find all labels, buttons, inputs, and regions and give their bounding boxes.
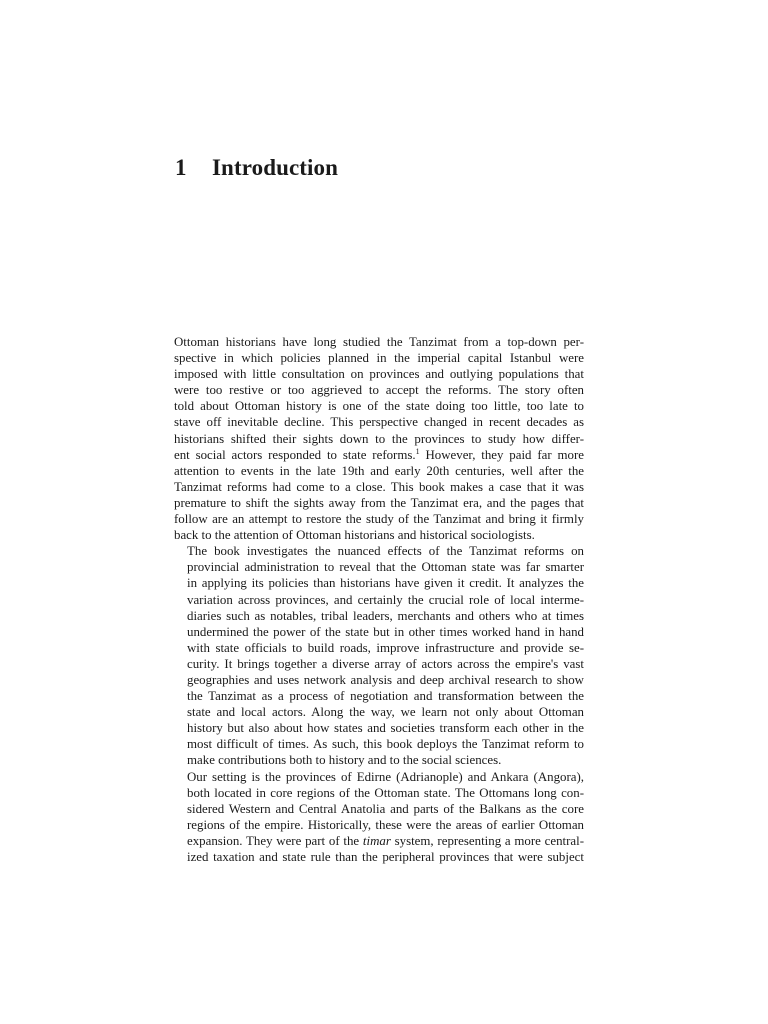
text-line: with state officials to build roads, improve infrastructure and provide se- [187,640,584,655]
text-line: imposed with little consultation on provinces and outlying populations that [174,367,584,382]
text-line: back to the attention of Ottoman historians and historical sociologists. [174,528,535,543]
text-line: spective in which policies planned in the imperial capital Istanbul were [174,351,584,366]
text-line: historians shifted their sights down to the provinces to study how differ- [174,431,584,446]
text-line: sidered Western and Central Anatolia and parts of the Balkans as the core [187,801,584,816]
text-line-with-italic [174,833,584,849]
text-segment: However, they paid far more [419,447,584,462]
text-line: stave off inevitable decline. This perspective changed in recent decades as [174,415,584,430]
text-line: The book investigates the nuanced effects of the Tanzimat reforms on [187,544,584,559]
chapter-heading [175,152,338,184]
text-line-with-footnote [174,447,584,463]
text-line: told about Ottoman history is one of the state doing too little, too late to [174,399,584,414]
text-line: diaries such as notables, tribal leaders, merchants and others who at times [187,608,584,623]
text-line: Our setting is the provinces of Edirne (Adrianople) and Ankara (Angora), [187,769,584,784]
paragraph-3 [174,769,584,866]
text-line: most difficult of times. As such, this book deploys the Tanzimat reform to [187,737,584,752]
text-line: regions of the empire. Historically, these were the areas of earlier Ottoman [187,817,584,832]
text-line: undermined the power of the state but in other times worked hand in hand [187,624,584,639]
text-line: attention to events in the late 19th and early 20th centuries, well after the [174,463,584,478]
text-line: Ottoman historians have long studied the Tanzimat from a top-down per- [174,335,584,349]
text-line: the Tanzimat as a process of negotiation and transformation between the [187,689,584,704]
paragraph-2 [174,543,584,768]
text-segment: expansion. They were part of the [187,833,363,848]
paragraph-1 [174,334,584,543]
text-segment: system, representing a more central- [390,833,584,848]
body-text [174,334,584,865]
text-line: geographies and uses network analysis and deep archival research to show [187,672,584,687]
text-line: ized taxation and state rule than the peripheral provinces that were subject [187,850,584,864]
text-line: in applying its policies than historians have given it credit. It analyzes the [187,576,584,591]
text-line: follow are an attempt to restore the study of the Tanzimat and bring it firmly [174,512,584,527]
text-segment: ent social actors responded to state reforms. [174,447,416,462]
text-line: state and local actors. Along the way, we learn not only about Ottoman [187,705,584,720]
text-line: premature to shift the sights away from the Tanzimat era, and the pages that [174,495,584,510]
chapter-number: 1 [175,155,187,180]
italic-term: timar [362,833,391,848]
text-line: history but also about how states and societies transform each other in the [187,721,584,736]
text-line: make contributions both to history and to the social sciences. [187,753,502,768]
chapter-title: Introduction [212,155,339,180]
text-line: were too restive or too aggrieved to accept the reforms. The story often [174,383,584,398]
text-line: provincial administration to reveal that the Ottoman state was far smarter [187,560,584,575]
text-line: Tanzimat reforms had come to a close. This book makes a case that it was [174,479,584,494]
text-line: both located in core regions of the Ottoman state. The Ottomans long con- [187,785,584,800]
text-line: curity. It brings together a diverse array of actors across the empire's vast [187,656,584,671]
footnote-marker[interactable]: 1 [415,446,420,456]
text-line: variation across provinces, and certainly the crucial role of local interme- [187,592,584,607]
